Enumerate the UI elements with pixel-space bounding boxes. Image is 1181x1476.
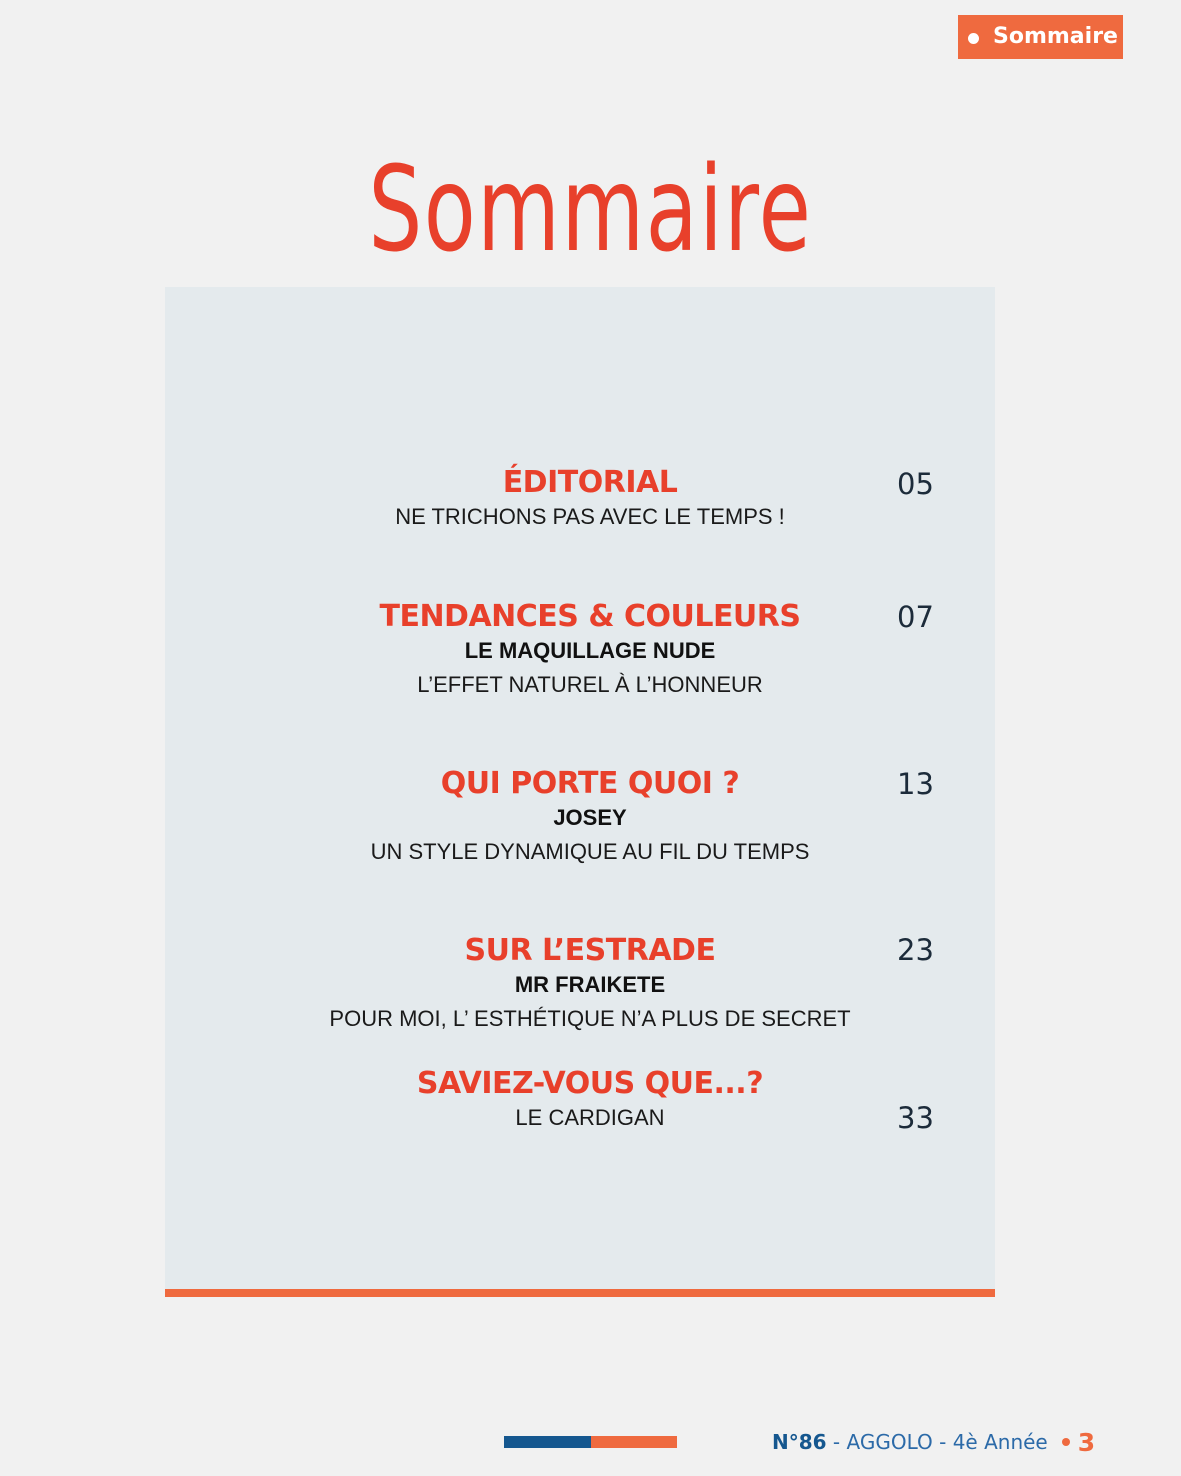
footer-separator: - [932, 1430, 953, 1454]
toc-subtitle: LE MAQUILLAGE NUDE [464, 638, 716, 663]
footer-credit [772, 1427, 1095, 1458]
toc-subtitle: MR FRAIKETE [514, 972, 666, 997]
toc-description: NE TRICHONS PAS AVEC LE TEMPS ! [395, 504, 785, 529]
toc-description: LE CARDIGAN [515, 1105, 665, 1130]
issue-number: N°86 [772, 1430, 827, 1454]
toc-entry-sur-lestrade [165, 934, 1015, 1036]
toc-section-title: QUI PORTE QUOI ? [440, 766, 740, 801]
toc-page-number: 33 [897, 1101, 934, 1135]
toc-description: POUR MOI, L’ ESTHÉTIQUE N’A PLUS DE SECRET [329, 1006, 851, 1031]
bullet-icon [1062, 1438, 1070, 1446]
toc-entry-qui-porte-quoi [165, 767, 1015, 869]
toc-page-number: 23 [897, 933, 934, 967]
footer-separator: - [826, 1430, 847, 1454]
toc-section-title: TENDANCES & COULEURS [379, 599, 801, 634]
page-title: Sommaire [368, 140, 813, 278]
publication-name: AGGOLO [846, 1430, 933, 1454]
footer-bar-blue [504, 1436, 591, 1448]
toc-description: L’EFFET NATUREL À L’HONNEUR [417, 672, 763, 697]
toc-section-title: SAVIEZ-VOUS QUE...? [416, 1066, 764, 1101]
toc-page-number: 13 [897, 767, 934, 801]
toc-section-title: SUR L’ESTRADE [464, 933, 716, 968]
toc-entry-tendances [165, 600, 1015, 702]
footer-bar-orange [591, 1436, 677, 1448]
toc-entry-editorial [165, 466, 1015, 534]
section-tag-label: Sommaire [993, 24, 1118, 49]
toc-page-number: 05 [897, 467, 934, 501]
toc-entry-saviez-vous [165, 1067, 1015, 1135]
panel-bottom-rule [165, 1289, 995, 1297]
toc-description: UN STYLE DYNAMIQUE AU FIL DU TEMPS [370, 839, 810, 864]
page-number: 3 [1077, 1428, 1096, 1457]
toc-subtitle: JOSEY [553, 805, 627, 830]
section-tag [958, 15, 1123, 59]
toc-page-number: 07 [897, 600, 934, 634]
bullet-icon [968, 33, 979, 44]
toc-section-title: ÉDITORIAL [502, 465, 678, 500]
publication-year: 4è Année [952, 1430, 1048, 1454]
